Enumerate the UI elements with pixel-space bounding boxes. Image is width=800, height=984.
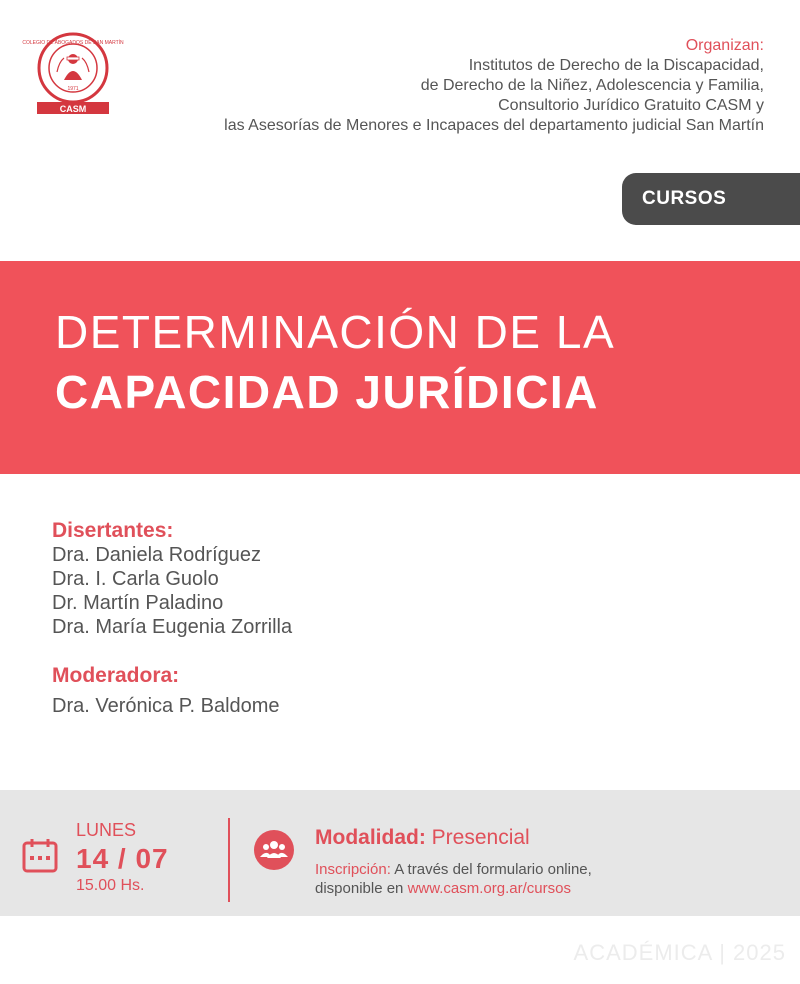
date-block (76, 820, 169, 895)
speakers-heading: Disertantes: (52, 519, 174, 542)
logo-year: 1971 (67, 86, 79, 92)
organizer-line: las Asesorías de Menores e Incapaces del departamento judicial San Martín (224, 117, 764, 134)
title-banner (0, 261, 800, 474)
title-line-1: DETERMINACIÓN DE LA (55, 306, 616, 358)
cursos-tab (622, 173, 800, 225)
info-divider (228, 818, 230, 902)
event-info-bar (0, 790, 800, 916)
organizer-line: de Derecho de la Niñez, Adolescencia y Familia, (420, 77, 764, 94)
casm-logo (22, 32, 124, 118)
speaker-name: Dra. I. Carla Guolo (52, 568, 219, 590)
event-day: LUNES (76, 820, 137, 840)
people-icon (254, 830, 294, 870)
speaker-name: Dra. Daniela Rodríguez (52, 544, 261, 566)
moderator-name: Dra. Verónica P. Baldome (52, 695, 280, 717)
organizers-title: Organizan: (685, 37, 764, 54)
inscription-block (315, 860, 592, 898)
logo-label: CASM (59, 104, 87, 114)
speaker-name: Dra. María Eugenia Zorrilla (52, 616, 293, 638)
event-date: 14 / 07 (76, 843, 169, 874)
logo-ring-text: COLEGIO DE ABOGADOS DE SAN MARTÍN (22, 40, 124, 46)
event-time: 15.00 Hs. (76, 877, 145, 894)
cursos-tab-label: CURSOS (642, 188, 727, 209)
inscription-text-2: disponible en (315, 880, 408, 897)
organizer-line: Consultorio Jurídico Gratuito CASM y (498, 97, 764, 114)
modality-value: Presencial (425, 826, 530, 849)
inscription-link[interactable]: www.casm.org.ar/cursos (407, 880, 571, 897)
footer-watermark: ACADÉMICA | 2025 (573, 940, 786, 965)
inscription-label: Inscripción: (315, 861, 391, 878)
organizers-block (124, 36, 764, 136)
inscription-text: A través del formulario online, (390, 861, 592, 878)
organizer-line: Institutos de Derecho de la Discapacidad, (468, 57, 764, 74)
calendar-icon (22, 838, 58, 874)
speaker-name: Dr. Martín Paladino (52, 592, 224, 614)
title-line-2: CAPACIDAD JURÍDICIA (55, 366, 599, 418)
modality-label: Modalidad: (315, 826, 426, 849)
moderator-section (52, 664, 280, 718)
speakers-section (52, 519, 292, 639)
moderator-heading: Moderadora: (52, 664, 180, 687)
modality-line (315, 826, 530, 850)
